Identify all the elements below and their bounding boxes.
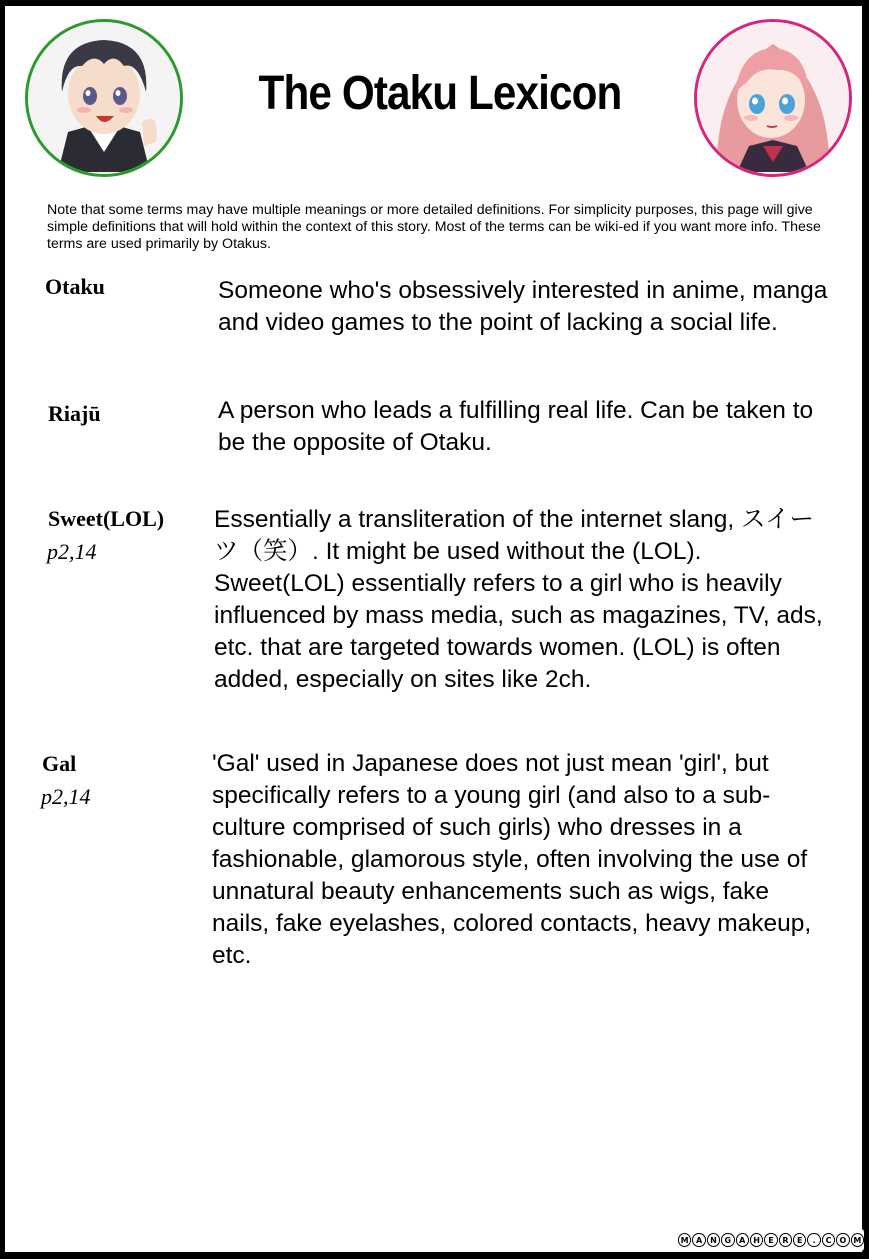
pages-gal: p2,14 — [41, 784, 91, 809]
lexicon-page — [5, 6, 862, 1252]
watermark-letter: A — [692, 1233, 705, 1247]
definition-sweet-lol: Essentially a transliteration of the internet slang, スイーツ（笑）. It might be used without the (LOL). Sweet(LOL) essentially refers to a girl who is heavily influenced by mass media, such as magazines, TV, ads, etc. that are targeted towards women. (LOL) is often added, especially on sites like 2ch. — [214, 506, 823, 693]
watermark-letter: N — [707, 1233, 720, 1247]
site-watermark — [678, 1229, 864, 1251]
term-otaku: Otaku — [45, 274, 105, 299]
boy-avatar-icon — [25, 19, 183, 177]
watermark-letter: H — [750, 1233, 763, 1247]
term-gal: Gal — [42, 751, 77, 776]
term-riaju: Riajū — [48, 401, 101, 426]
watermark-letter: M — [678, 1233, 691, 1247]
pages-sweet-lol: p2,14 — [47, 539, 97, 564]
term-sweet-lol: Sweet(LOL) — [48, 506, 165, 531]
watermark-letter: E — [793, 1233, 806, 1247]
watermark-letter: E — [764, 1233, 777, 1247]
page-title: The Otaku Lexicon — [258, 67, 622, 120]
watermark-letter: G — [721, 1233, 734, 1247]
definition-riaju: A person who leads a fulfilling real life. Can be taken to be the opposite of Otaku. — [218, 397, 814, 456]
watermark-letter: C — [822, 1233, 835, 1247]
watermark-letter: O — [836, 1233, 849, 1247]
watermark-letter: M — [851, 1233, 864, 1247]
watermark-letter: . — [807, 1233, 820, 1247]
watermark-letter: A — [736, 1233, 749, 1247]
definition-gal: 'Gal' used in Japanese does not just mean 'girl', but specifically refers to a young girl (and also to a sub-culture comprised of such girls) who dresses in a fashionable, glamorous style, often involving the use of unnatural beauty enhancements such as wigs, fake nails, fake eyelashes, colored contacts, heavy makeup, etc. — [212, 750, 812, 969]
watermark-letter: R — [779, 1233, 792, 1247]
girl-avatar-icon — [694, 19, 852, 177]
intro-note: Note that some terms may have multiple meanings or more detailed definitions. For simplicity purposes, this page will give simple definitions that will hold within the context of this story. Most of the terms can be wiki-ed if you want more info. These terms are used primarily by Otakus. — [47, 202, 821, 252]
definition-otaku: Someone who's obsessively interested in anime, manga and video games to the point of lacking a social life. — [218, 277, 828, 336]
